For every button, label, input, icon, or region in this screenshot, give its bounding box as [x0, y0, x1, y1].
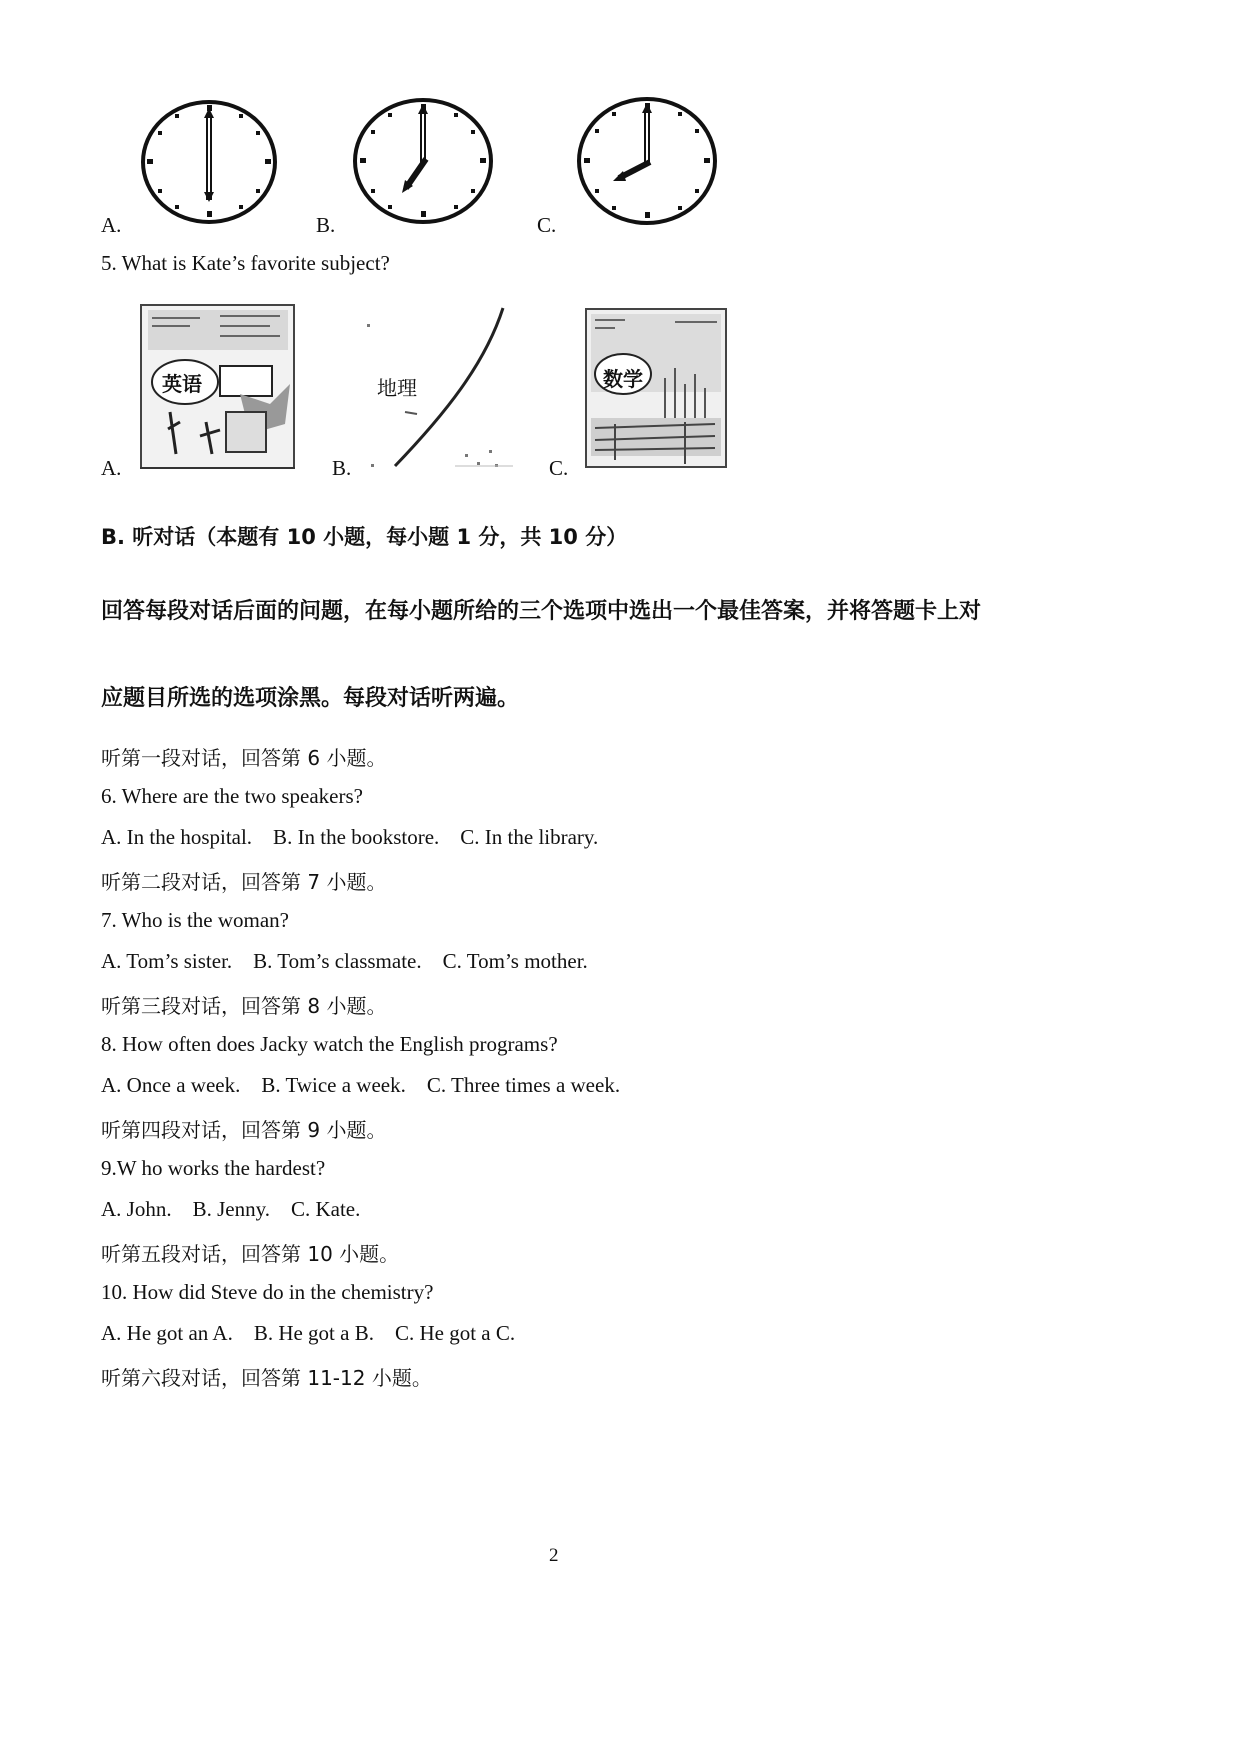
geography-book-title: 地理 [377, 376, 417, 400]
section-b-instruction-line1: 回答每段对话后面的问题，在每小题所给的三个选项中选出一个最佳答案，并将答题卡上对 [101, 599, 982, 624]
question-8: 8. How often does Jacky watch the English programs? [101, 1032, 558, 1056]
question-7: 7. Who is the woman? [101, 908, 289, 932]
dialogue-5-intro: 听第五段对话，回答第 10 小题。 [101, 1242, 400, 1266]
question-6: 6. Where are the two speakers? [101, 784, 363, 808]
section-b-title: B. 听对话（本题有 10 小题，每小题 1 分，共 10 分） [101, 525, 628, 549]
question-9: 9.W ho works the hardest? [101, 1156, 326, 1180]
question-6-options: A. In the hospital. B. In the bookstore. C. In the library. [101, 825, 599, 849]
dialogue-6-intro: 听第六段对话，回答第 11-12 小题。 [101, 1366, 432, 1390]
english-book-title: 英语 [162, 372, 202, 396]
question-10: 10. How did Steve do in the chemistry? [101, 1280, 434, 1304]
dialogue-2-intro: 听第二段对话，回答第 7 小题。 [101, 870, 387, 894]
question-8-options: A. Once a week. B. Twice a week. C. Three times a week. [101, 1073, 621, 1097]
clock-eight-oclock-icon [575, 95, 719, 227]
q4-option-b-label: B. [316, 213, 336, 237]
question-9-options: A. John. B. Jenny. C. Kate. [101, 1197, 361, 1221]
geography-book-image [365, 304, 515, 472]
q5-option-a-label: A. [101, 456, 122, 480]
page-number: 2 [549, 1545, 559, 1566]
section-b-instruction-line2: 应题目所选的选项涂黑。每段对话听两遍。 [101, 686, 520, 711]
english-book-image [140, 304, 295, 469]
q5-option-c-label: C. [549, 456, 569, 480]
q4-option-a-label: A. [101, 213, 122, 237]
q5-question: 5. What is Kate’s favorite subject? [101, 251, 390, 275]
clock-six-oclock-icon [138, 98, 280, 226]
clock-seven-oclock-icon [350, 96, 496, 226]
dialogue-3-intro: 听第三段对话，回答第 8 小题。 [101, 994, 387, 1018]
dialogue-1-intro: 听第一段对话，回答第 6 小题。 [101, 746, 387, 770]
question-10-options: A. He got an A. B. He got a B. C. He got a C. [101, 1321, 516, 1345]
math-book-title: 数学 [603, 367, 643, 391]
q4-option-c-label: C. [537, 213, 557, 237]
question-7-options: A. Tom’s sister. B. Tom’s classmate. C. Tom’s mother. [101, 949, 588, 973]
q5-option-b-label: B. [332, 456, 352, 480]
math-book-image [585, 308, 727, 468]
dialogue-4-intro: 听第四段对话，回答第 9 小题。 [101, 1118, 387, 1142]
